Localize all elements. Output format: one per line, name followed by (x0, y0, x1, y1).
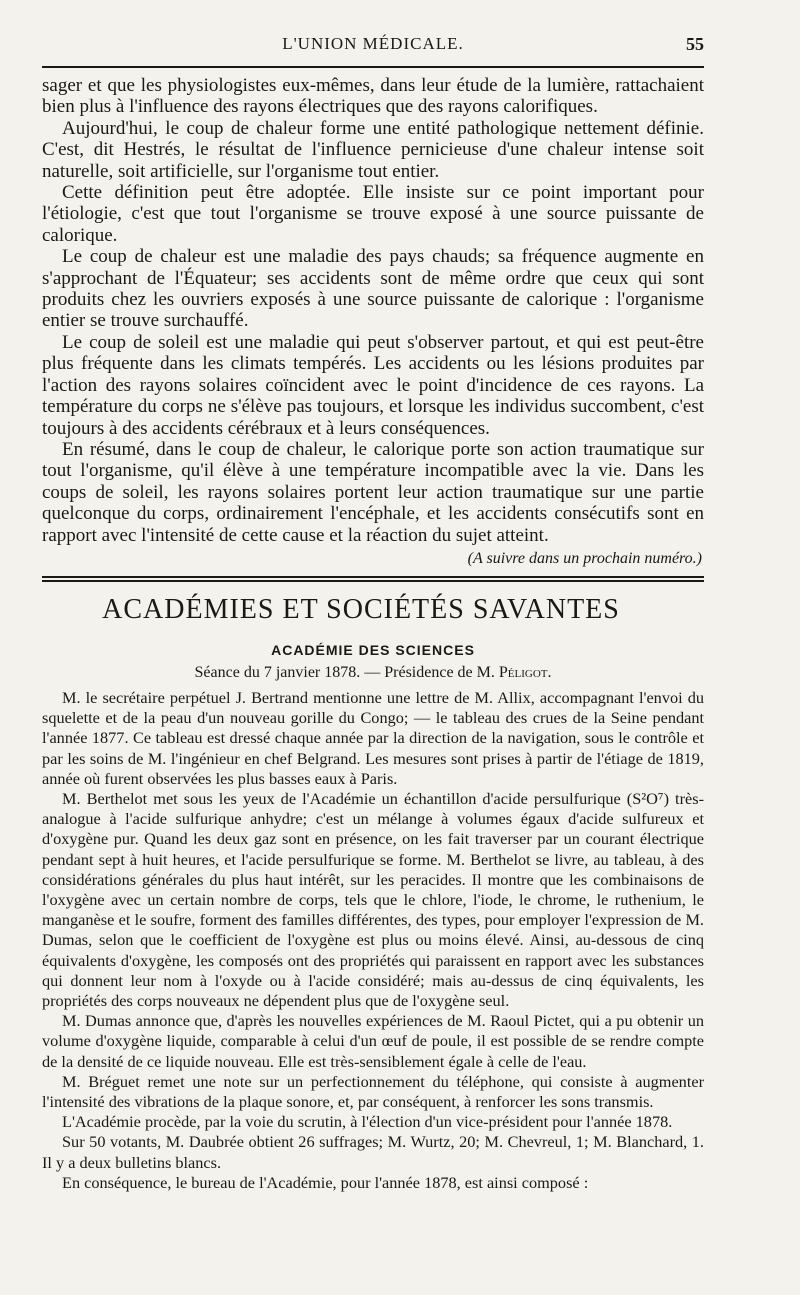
continued-note: (A suivre dans un prochain numéro.) (467, 549, 702, 567)
minutes-paragraph: L'Académie procède, par la voie du scrutin, à l'élection d'un vice-président pour l'année 1878. (62, 1112, 673, 1132)
section-divider (42, 576, 704, 582)
article-paragraph: Le coup de soleil est une maladie qui peut s'observer partout, et qui est peut-être plus fréquente dans les climats tempérés. Les accidents ou les lésions produites par l'action des rayons solaires coïncident avec le point d'incidence de ces rayons. La température du corps ne s'élève pas toujours, et lorsque les individus succombent, c'est toujours à des accidents cérébraux et à leurs conséquences. (42, 331, 704, 439)
minutes-paragraph: En conséquence, le bureau de l'Académie, pour l'année 1878, est ainsi composé : (62, 1172, 589, 1192)
minutes-paragraph: M. le secrétaire perpétuel J. Bertrand mentionne une lettre de M. Allix, accompagnant l'envoi du squelette et de la peau d'un nouveau gorille du Congo; — le tableau des crues de la Seine pendant l'année 1877. Ce tableau est dressé chaque année par la direction de la navigation, sous le contrôle et par les soins de M. l'ingénieur en chef Belgrand. Les mesures sont prises à partir de l'étiage de 1819, année où furent observées les plus basses eaux à Paris. (42, 687, 704, 788)
article-paragraph: Le coup de chaleur est une maladie des pays chauds; sa fréquence augmente en s'approchant de l'Équateur; ses accidents sont de même ordre que ceux qui sont produits chez les ouvriers exposés à une source puissante de calorique : l'organisme entier se trouve surchauffé. (42, 246, 704, 332)
page-number: 55 (686, 34, 704, 54)
minutes-paragraph: M. Berthelot met sous les yeux de l'Académie un échantillon d'acide persulfurique (S²O⁷) très-analogue à l'acide sulfurique anhydre; c'est un mélange à volumes égaux d'acide sulfureux et d'oxygène pur. Quand les deux gaz sont en présence, on les fait traverser par un courant électrique pendant sept à huit heures, et l'acide persulfurique se forme. M. Berthelot se livre, au tableau, à des considérations générales du plus haut intérêt, sur les peracides. Il montre que les combinaisons de l'oxygène avec un certain nombre de corps, tels que le chlore, l'iode, le chrome, le ruthenium, le manganèse et le soufre, forment des familles différentes, des types, pour employer l'expression de M. Dumas, selon que le coefficient de l'oxygène est plus ou moins élevé. Ainsi, au-dessous de cinq équivalents d'oxygène, les composés ont des propriétés qui paraissent en rapport avec les substances qui donnent leur nom à l'oxyde ou à l'acide considéré; mais au-dessus de cinq équivalents, les propriétés des corps nouveaux ne dépendent plus que de l'oxygène seul. (42, 788, 704, 1010)
session-minutes (42, 688, 704, 1193)
seance-line (42, 664, 704, 682)
academy-heading: ACADÉMIE DES SCIENCES (271, 641, 475, 658)
header-rule (42, 66, 704, 68)
seance-date: Séance du 7 janvier 1878. — Présidence de M. (194, 663, 499, 681)
minutes-paragraph: M. Dumas annonce que, d'après les nouvelles expériences de M. Raoul Pictet, qui a pu obtenir un volume d'oxygène liquide, comparable à celui d'un œuf de poule, il est possible de se rendre compte de la densité de ce liquide nouveau. Elle est très-sensiblement égale à celle de l'eau. (42, 1011, 704, 1071)
minutes-paragraph: M. Bréguet remet une note sur un perfectionnement du téléphone, qui consiste à augmenter l'intensité des vibrations de la plaque sonore, et, par conséquent, à renforcer les sons transmis. (42, 1071, 704, 1111)
article-paragraph: En résumé, dans le coup de chaleur, le calorique porte son action traumatique sur tout l'organisme, qu'il élève à une température incompatible avec la vie. Dans les coups de soleil, les rayons solaires portent leur action traumatique sur une partie quelconque du corps, ordinairement l'encéphale, et les accidents consécutifs sont en rapport avec l'intensité de cette cause et la réaction du sujet atteint. (42, 438, 704, 546)
president-name: Péligot (498, 663, 548, 681)
serial-article (42, 75, 704, 546)
minutes-paragraph: Sur 50 votants, M. Daubrée obtient 26 suffrages; M. Wurtz, 20; M. Chevreul, 1; M. Blanchard, 1. Il y a deux bulletins blancs. (42, 1132, 704, 1172)
article-paragraph: Aujourd'hui, le coup de chaleur forme une entité pathologique nettement définie. C'est, dit Hestrés, le résultat de l'influence pernicieuse d'une chaleur intense soit naturelle, soit artificielle, sur l'organisme tout entier. (42, 117, 704, 182)
seance-end: . (547, 663, 552, 681)
section-title: ACADÉMIES ET SOCIÉTÉS SAVANTES (102, 593, 620, 625)
running-header (42, 22, 704, 62)
article-paragraph: Cette définition peut être adoptée. Elle insiste sur ce point important pour l'étiologie, c'est que tout l'organisme se trouve exposé à une source puissante de calorique. (42, 182, 704, 246)
article-paragraph: sager et que les physiologistes eux-mêmes, dans leur étude de la lumière, rattachaient bien plus à l'influence des rayons électriques que des rayons calorifiques. (42, 75, 704, 118)
journal-title: L'UNION MÉDICALE. (282, 34, 464, 53)
